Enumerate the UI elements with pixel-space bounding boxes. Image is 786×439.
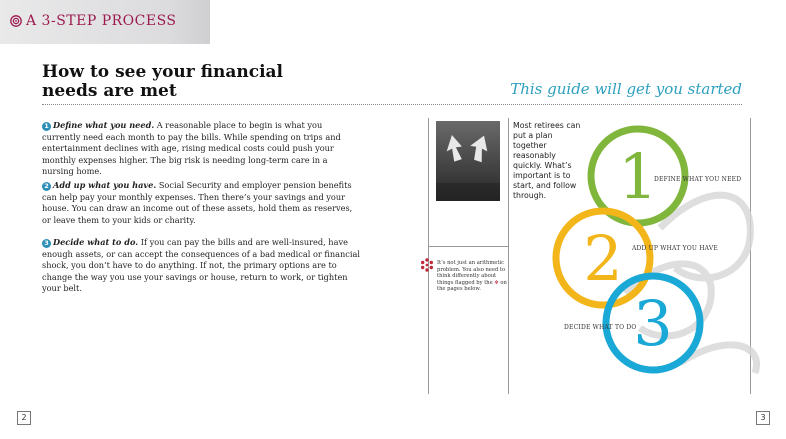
step-heading: Add up what you have. [53, 180, 157, 190]
column-rule [428, 118, 429, 394]
circle-step-3 [606, 276, 700, 370]
sidebar-text: Most retirees can put a plan together reasonably quickly. What’s important is to start, and follow through. [513, 121, 581, 200]
circle-label: DEFINE WHAT YOU NEED [654, 176, 742, 183]
banner-title: A 3-STEP PROCESS [26, 13, 177, 29]
step-number-badge: 1 [42, 122, 51, 131]
circle-label: ADD UP WHAT YOU HAVE [632, 245, 718, 252]
step-1 [42, 120, 360, 178]
three-step-diagram [540, 118, 770, 378]
flag-glyph: ✻ [494, 279, 499, 286]
page-number-left: 2 [17, 411, 31, 425]
page-title: How to see your financial needs are met [42, 62, 284, 101]
step-body: A reasonable place to begin is what you currently need each month to pay the bills. While spending on trips and entertainment declines with age, rising medical costs could push your monthly expenses higher. The big risk is needing long-term care in a nursing home. [42, 120, 341, 177]
step-2 [42, 180, 360, 226]
step-body: If you can pay the bills and are well-insured, have enough assets, or can accept the consequences of a bad medical or financial shock, you don’t have to do anything. If not, the primary options are to change the way you use your savings or house, return to work, or tighten your belt. [42, 237, 361, 294]
tagline: This guide will get you started [510, 80, 742, 98]
circle-number: 2 [583, 222, 623, 295]
step-3 [42, 237, 360, 295]
circle-number: 1 [618, 140, 658, 213]
step-number-badge: 2 [42, 182, 51, 191]
step-body: Social Security and employer pension benefits can help pay your monthly expenses. Then there’s your savings and your house. You can draw an income out of these assets, hold them as reserves, or leave them to your kids or charity. [42, 180, 353, 225]
page-number-right: 3 [756, 411, 770, 425]
column-rule [508, 118, 509, 394]
column-divider [428, 246, 508, 247]
side-note: It’s not just an arithmetic problem. You also need to think differently about things flagged by the ✻ on the pages below. [437, 260, 507, 293]
road-arrows-photo [436, 121, 500, 201]
target-icon [10, 15, 22, 27]
dotted-divider [42, 104, 742, 105]
circle-label: DECIDE WHAT TO DO [564, 324, 637, 331]
step-number-badge: 3 [42, 239, 51, 248]
circle-number: 3 [633, 287, 673, 360]
section-banner [0, 0, 210, 44]
road-arrows-icon [436, 121, 500, 201]
asterisk-flag-icon [420, 258, 434, 272]
step-heading: Decide what to do. [53, 237, 139, 247]
step-heading: Define what you need. [53, 120, 155, 130]
